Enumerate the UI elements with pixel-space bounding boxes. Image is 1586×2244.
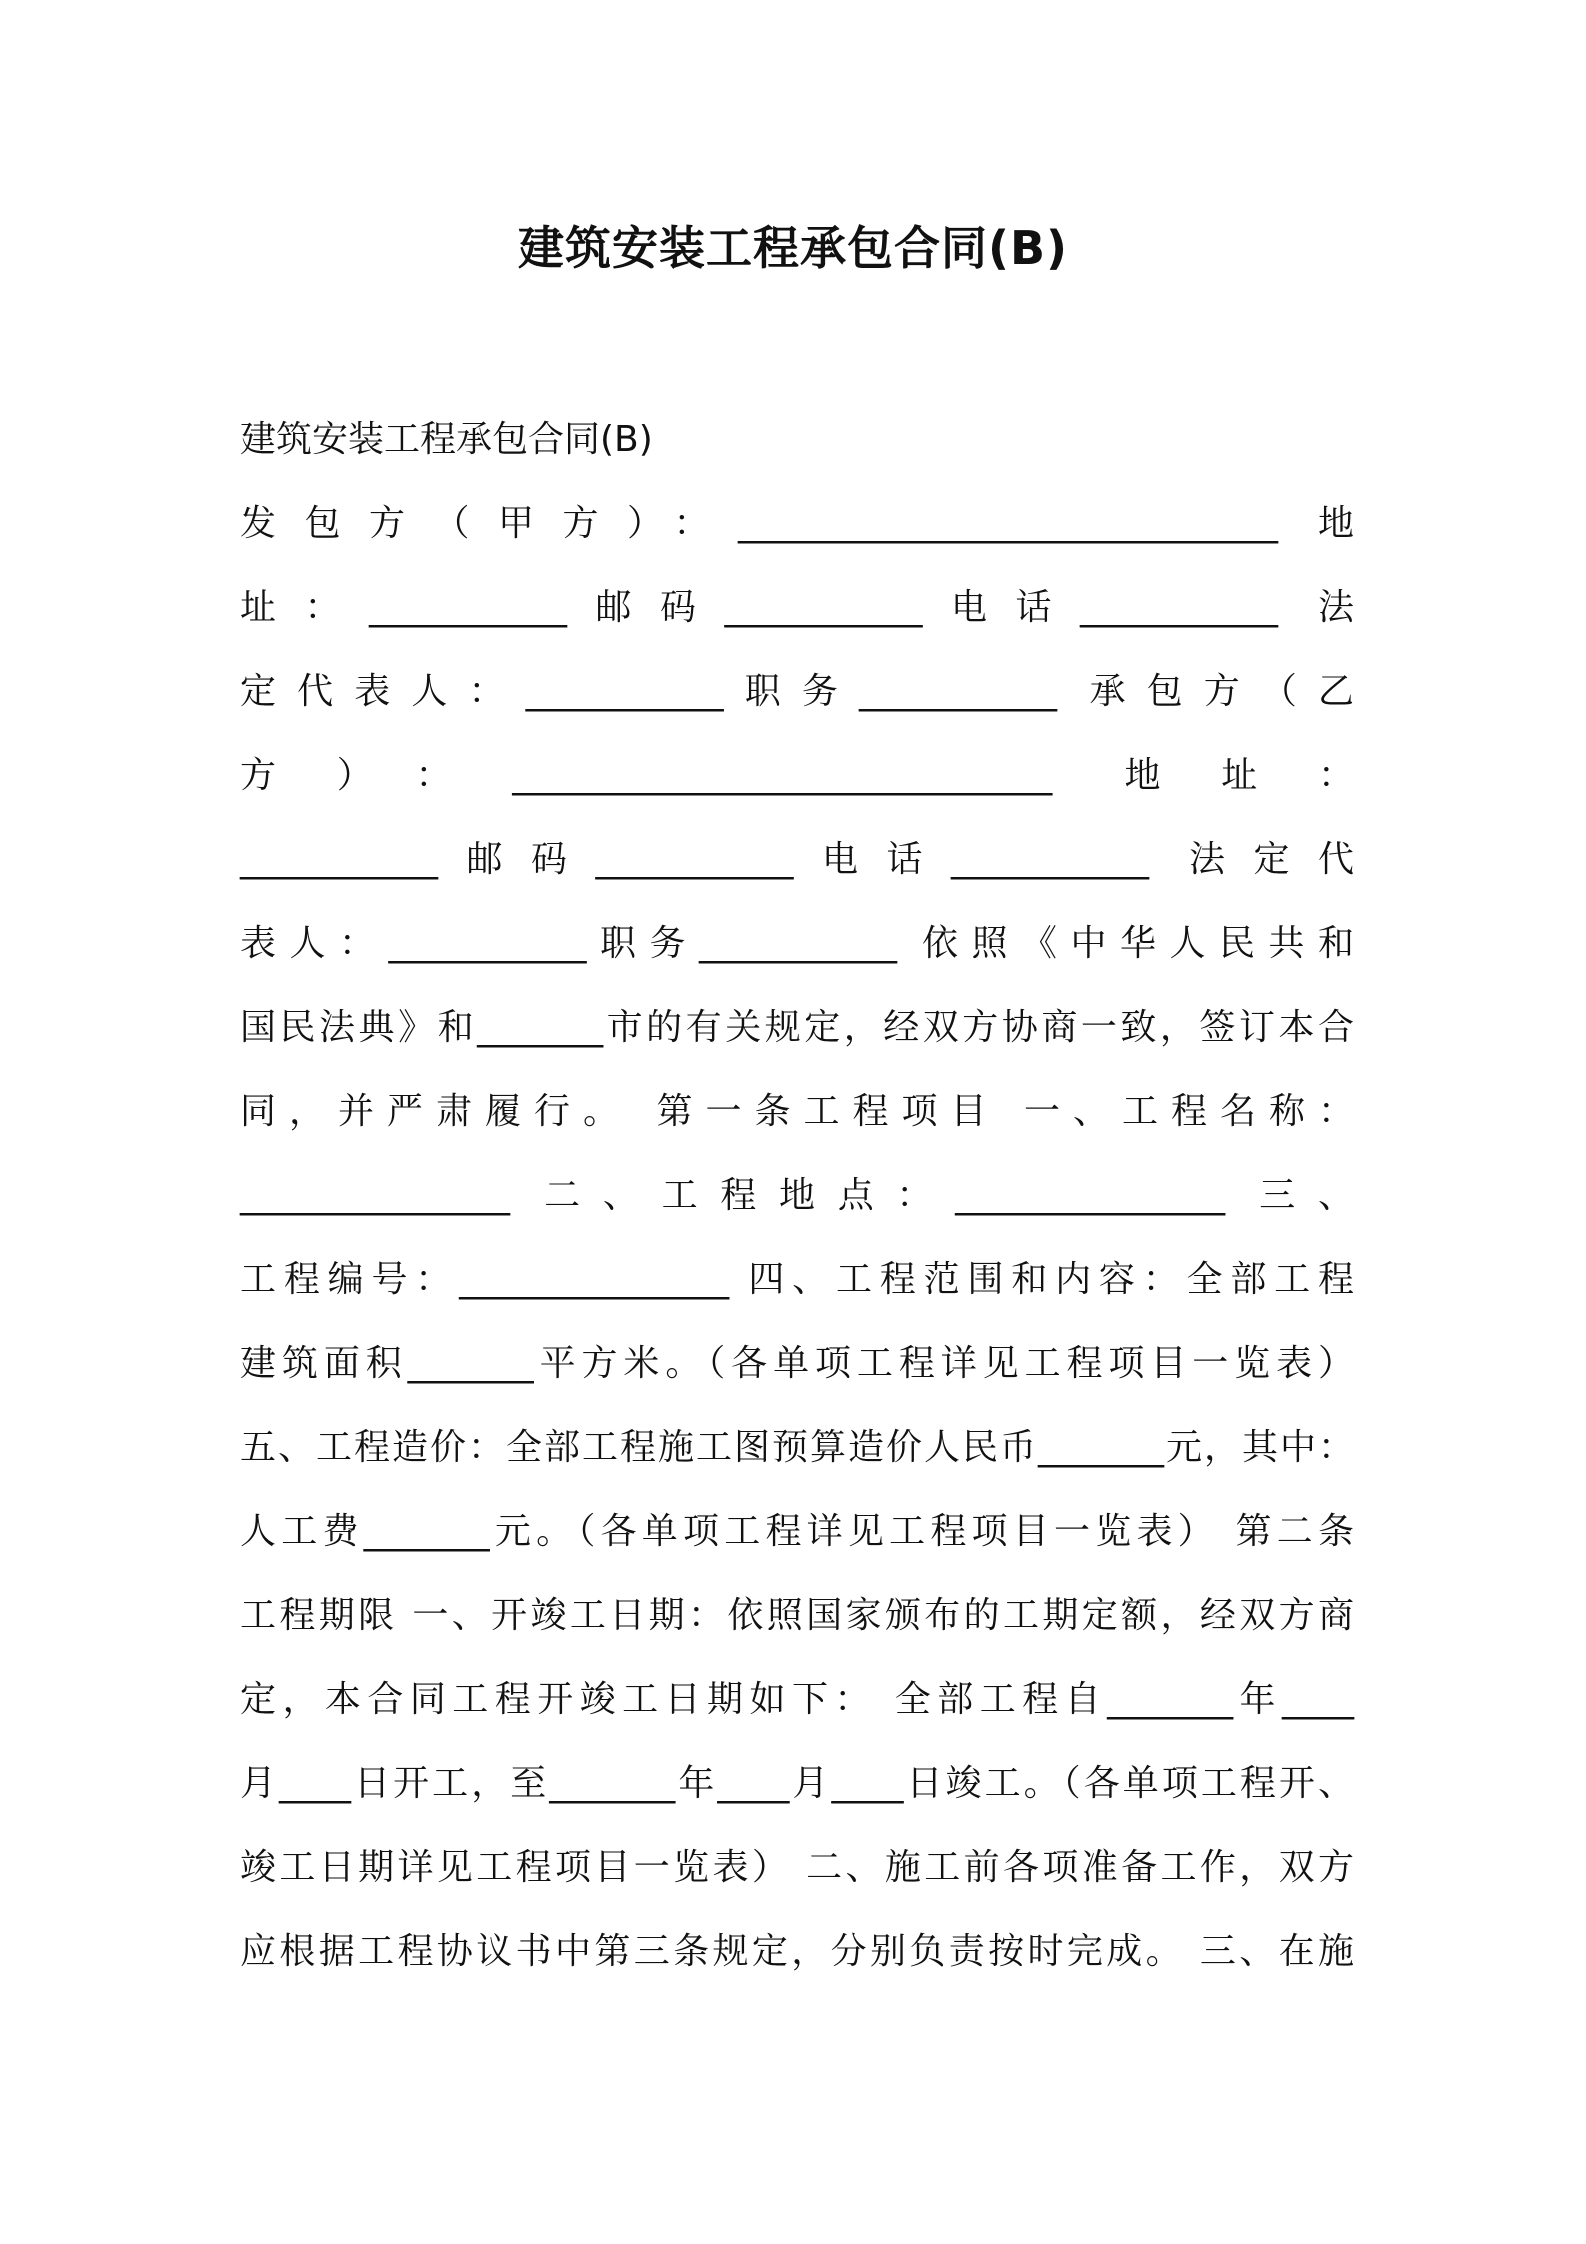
body-line: 工程编号：_______________ 四、工程范围和内容：全部工程: [240, 1259, 1354, 1300]
body-line: ___________邮码___________电话___________ 法定代: [240, 839, 1354, 880]
body-line: 同，并严肃履行。 第一条工程项目 一、工程名称：: [240, 1091, 1354, 1132]
body-line: 定代表人：___________职务___________ 承包方（乙: [240, 671, 1354, 712]
body-line: 应根据工程协议书中第三条规定，分别负责按时完成。 三、在施: [240, 1931, 1354, 1972]
body-line: 建筑面积_______平方米。（各单项工程详见工程项目一览表）: [240, 1343, 1354, 1384]
body-line: 月____日开工，至_______年____月____日竣工。（各单项工程开、: [240, 1763, 1354, 1804]
body-line: 方）：______________________________ 地址：: [240, 755, 1354, 796]
body-line: 表人：___________职务___________ 依照《中华人民共和: [240, 923, 1354, 964]
body-line: 址：___________邮码___________电话___________ 法: [240, 587, 1354, 628]
body-line: _______________ 二、工程地点：_______________ 三、: [240, 1175, 1354, 1216]
body-line: 人工费_______元。（各单项工程详见工程项目一览表） 第二条: [240, 1511, 1354, 1552]
body-line: 工程期限 一、开竣工日期：依照国家颁布的工期定额，经双方商: [240, 1595, 1354, 1636]
contract-body: [240, 398, 1354, 1994]
document-title: 建筑安装工程承包合同(B): [517, 221, 1069, 275]
body-line: 五、工程造价：全部工程施工图预算造价人民币_______元，其中：: [240, 1427, 1354, 1468]
body-line: 发包方（甲方）：______________________________ 地: [240, 503, 1354, 544]
body-line: 国民法典》和_______市的有关规定，经双方协商一致，签订本合: [240, 1007, 1354, 1048]
body-line: 竣工日期详见工程项目一览表） 二、施工前各项准备工作，双方: [240, 1847, 1354, 1888]
body-line-subtitle: 建筑安装工程承包合同(B): [240, 419, 653, 460]
body-line: 定，本合同工程开竣工日期如下： 全部工程自_______年____: [240, 1679, 1354, 1720]
